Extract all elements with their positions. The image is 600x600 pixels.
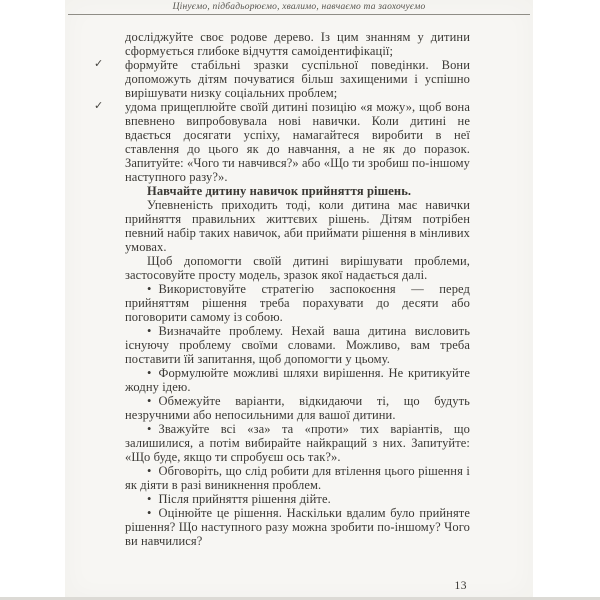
body-paragraph	[125, 254, 470, 282]
bullet-icon: •	[147, 282, 152, 296]
check-item-text: формуйте стабільні зразки суспільної поведінки. Вони допоможуть дітям почуватися більш захищеними і успішно вирішувати низку соціальних проблем;	[125, 58, 470, 100]
page-content	[94, 30, 470, 548]
running-header	[65, 0, 533, 15]
bullet-item-text: Зважуйте всі «за» та «проти» тих варіантів, що залишилися, а потім вибирайте найкращий з них. Запитуйте: «Що буде, якщо ти спробуєш ось так?».	[125, 422, 470, 464]
bullet-list	[125, 282, 470, 548]
paragraph-list	[125, 198, 470, 282]
bullet-list-item	[125, 492, 470, 506]
check-list-item	[94, 57, 470, 100]
bullet-item-text: Оцінюйте це рішення. Наскільки вдалим було прийняте рішення? Що наступного разу можна зробити по-іншому? Чого ви навчилися?	[125, 506, 470, 548]
bullet-item-text: Після прийняття рішення дійте.	[158, 492, 331, 506]
paragraph-text: Щоб допомогти своїй дитині вирішувати проблеми, застосовуйте просту модель, зразок якої надається далі.	[125, 254, 470, 282]
running-header-title: Цінуємо, підбадьорюємо, хвалимо, навчаємо та заохочуємо	[172, 2, 426, 12]
section-heading: Навчайте дитину навичок прийняття рішень.	[147, 184, 412, 198]
bullet-icon: •	[147, 324, 152, 338]
bullet-icon: •	[147, 394, 152, 408]
check-list-item	[94, 99, 470, 184]
body-paragraph	[125, 198, 470, 254]
bullet-list-item	[125, 282, 470, 324]
bullet-list-item	[125, 366, 470, 394]
bullet-icon: •	[147, 464, 152, 478]
bullet-item-text: Обговоріть, що слід робити для втілення цього рішення і як діяти в разі виникнення проблем.	[125, 464, 470, 492]
header-rule	[68, 14, 530, 15]
bullet-list-item	[125, 324, 470, 366]
bullet-icon: •	[147, 506, 152, 520]
bullet-item-text: Використовуйте стратегію заспокоєння — перед прийняттям рішення треба порахувати до десяти або поговорити самому із собою.	[125, 282, 470, 324]
bullet-list-item	[125, 394, 470, 422]
paragraph-continuation: досліджуйте своє родове дерево. Із цим знанням у дитини сформується глибоке відчуття самоідентифікації;	[125, 30, 470, 58]
check-list	[94, 57, 470, 184]
bullet-list-item	[125, 506, 470, 548]
bullet-item-text: Формулюйте можливі шляхи вирішення. Не критикуйте жодну ідею.	[125, 366, 470, 394]
bullet-icon: •	[147, 422, 152, 436]
bullet-icon: •	[147, 366, 152, 380]
bullet-list-item	[125, 464, 470, 492]
bullet-list-item	[125, 422, 470, 464]
check-icon: ✓	[94, 57, 104, 70]
check-icon: ✓	[94, 99, 104, 112]
paragraph-text: Упевненість приходить тоді, коли дитина має навички прийняття правильних життєвих рішень. Дітям потрібен певний набір таких навичок, аби приймати рішення в мінливих умовах.	[125, 198, 470, 254]
page-number: 13	[454, 580, 467, 592]
bullet-icon: •	[147, 492, 152, 506]
bullet-item-text: Визначайте проблему. Нехай ваша дитина висловить існуючу проблему своїми словами. Можливо, вам треба поставити їй запитання, щоб допомогти у цьому.	[125, 324, 470, 366]
check-item-text: удома прищеплюйте своїй дитині позицію «я можу», щоб вона впевнено випробовувала нові навички. Коли дитині не вдається досягати успіху, намагайтеся виробити в неї ставлення до цього як до навчання, а не як до поразок. Запитуйте: «Чого ти навчився?» або «Що ти зробиш по-іншому наступного разу?».	[125, 100, 470, 184]
bullet-item-text: Обмежуйте варіанти, відкидаючи ті, що будуть незручними або непосильними для вашої дитини.	[125, 394, 470, 422]
book-page	[65, 0, 533, 600]
